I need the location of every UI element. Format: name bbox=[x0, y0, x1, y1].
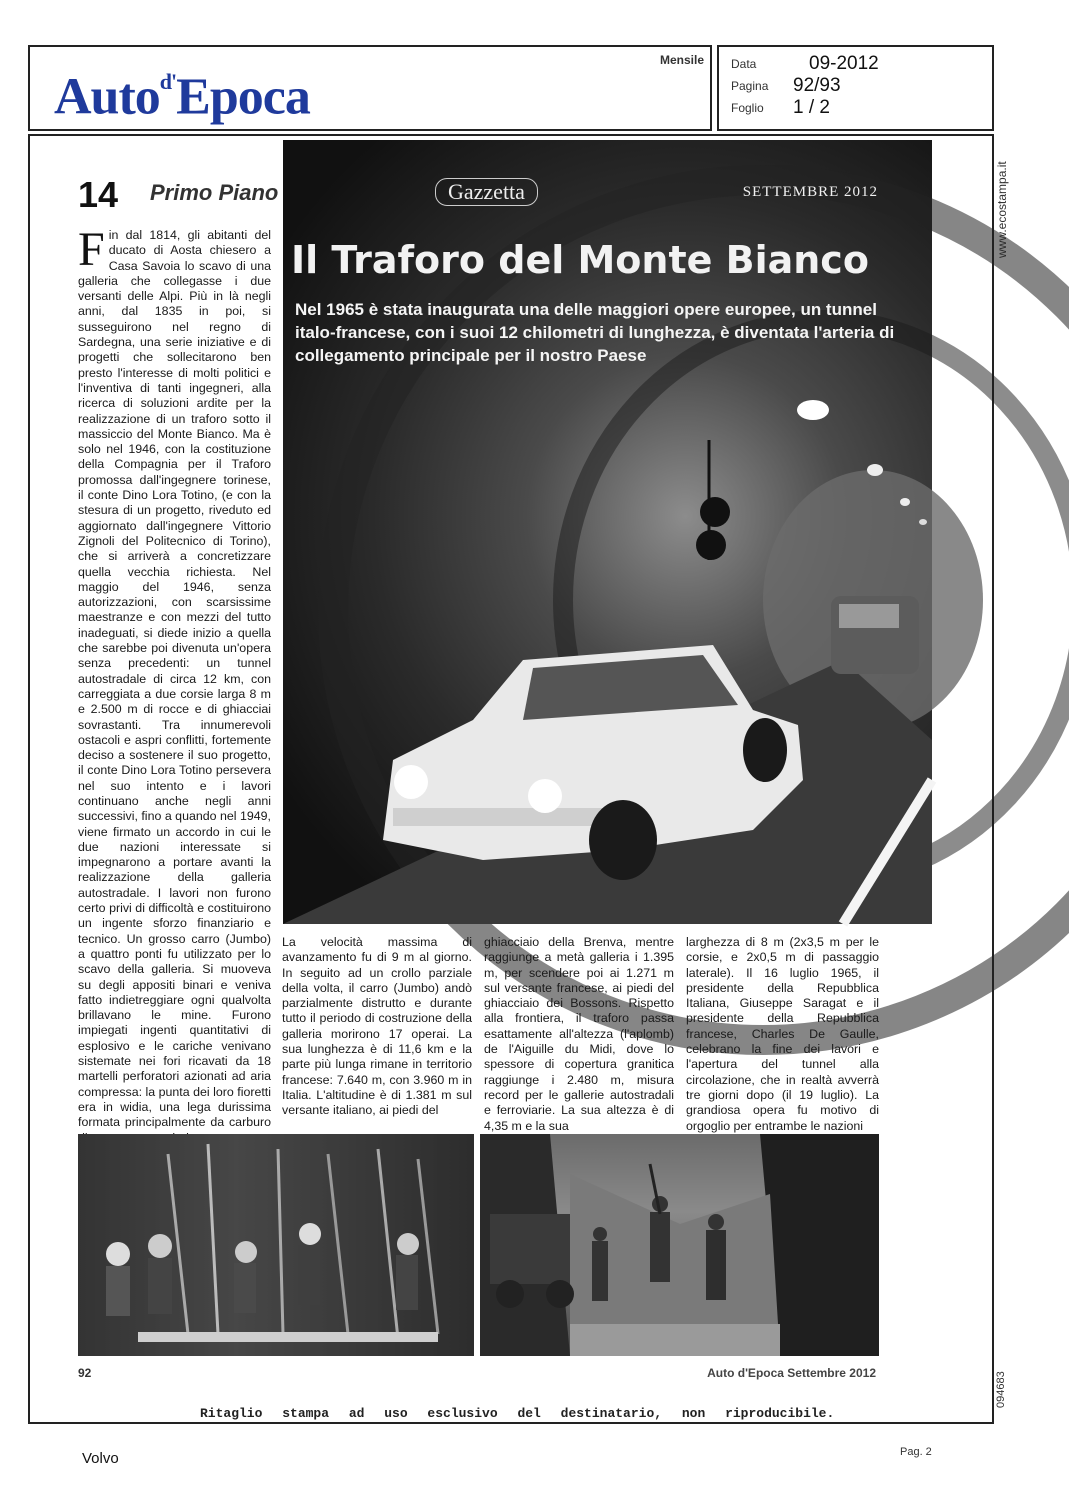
meta-row-page bbox=[731, 75, 981, 97]
meta-label: Foglio bbox=[731, 101, 764, 115]
text-column-3: ghiacciaio della Brenva, mentre raggiunge a metà galleria i 1.395 m, per scendere poi ai 1.271 m sul versante francese, ai piedi del ghiacciaio dei Bossons. Rispetto alla frontiera, il traforo passa esattamente all'altezza (l'aplomb) de l'Aiguille du Midi, dove lo spessore di copertura granitica raggiunge i 2.480 m, misura record per le gallerie autostradali e ferroviarie. La sua altezza è di 4,35 m e la sua bbox=[484, 935, 674, 1133]
article-subtitle: Nel 1965 è stata inaugurata una delle maggiori opere europee, un tunnel italo-francese, con i suoi 12 chilometri di lunghezza, è diventata l'arteria di collegamento principale per il nostro Paese bbox=[295, 300, 895, 365]
supplement-label: Gazzetta bbox=[435, 178, 538, 206]
text-column-1 bbox=[78, 223, 271, 1132]
logo-sup: d' bbox=[159, 69, 177, 94]
text-column-4: larghezza di 8 m (2x3,5 m per le corsie, e 2x0,5 m di passaggio laterale). Il 16 luglio 1965, il presidente della Repubblica Italiana, Giuseppe Saragat e il presidente della Repubblica francese, Charles De Gaulle, celebrano la fine dei lavori e l'apertura del tunnel alla circolazione, che in realtà avverrà tre giorni dopo (il 19 luglio). La grandiosa opera fu motivo di orgoglio per entrambe le nazioni bbox=[686, 935, 879, 1133]
section-label: Primo Piano bbox=[150, 180, 279, 205]
meta-label: Data bbox=[731, 57, 757, 71]
magazine-page-number: 14 bbox=[78, 174, 119, 215]
clipping-disclaimer: Ritaglio stampa ad uso esclusivo del destinatario, non riproducibile. bbox=[200, 1406, 835, 1421]
meta-value: 1 / 2 bbox=[793, 97, 830, 118]
text-column-2: La velocità massima di avanzamento fu di 9 m al giorno. In seguito ad un crollo parziale della volta, il carro (Jumbo) andò parzialmente distrutto e durante tutto il periodo di costruzione della galleria morirono 17 operai. La sua lunghezza è di 11,6 km e la parte più lunga rimane in territorio francese: 7.640 m, con 3.960 m in Italia. L'altitudine è di 1.381 m sul versante italiano, ai piedi del bbox=[282, 935, 472, 1118]
side-url: www.ecostampa.it bbox=[995, 161, 1009, 258]
pdf-page-number: Pag. 2 bbox=[900, 1446, 932, 1458]
footer-page-number: 92 bbox=[78, 1366, 92, 1380]
footer-magazine: Auto d'Epoca Settembre 2012 bbox=[707, 1366, 876, 1380]
article-title: Il Traforo del Monte Bianco bbox=[291, 238, 869, 282]
meta-row-date bbox=[731, 53, 981, 75]
meta-value: 92/93 bbox=[793, 75, 841, 96]
logo-rest: Epoca bbox=[176, 68, 310, 126]
dropcap: F bbox=[78, 223, 105, 276]
side-code: 094683 bbox=[995, 1371, 1007, 1408]
photo-workers-outdoor bbox=[480, 1134, 879, 1356]
meta-box bbox=[717, 45, 994, 131]
photo-drilling-workers bbox=[78, 1134, 474, 1356]
meta-value: 09-2012 bbox=[809, 53, 879, 74]
issue-date: SETTEMBRE 2012 bbox=[742, 184, 878, 200]
meta-row-sheet bbox=[731, 97, 981, 119]
masthead-box bbox=[28, 45, 712, 131]
client-name: Volvo bbox=[82, 1450, 119, 1467]
article-clipping bbox=[28, 134, 994, 1424]
outdoor-work-illustration bbox=[480, 1134, 879, 1356]
masthead-logo bbox=[54, 55, 310, 130]
frequency-label: Mensile bbox=[659, 53, 704, 67]
drilling-illustration bbox=[78, 1134, 474, 1356]
meta-label: Pagina bbox=[731, 79, 769, 93]
logo-main: Auto bbox=[54, 68, 160, 126]
column-1-body: in dal 1814, gli abitanti del ducato di Aosta chiesero a Casa Savoia lo scavo di una galleria che collegasse i due versanti delle Alpi. Più in là negli anni, dal 1835 in poi, si susseguirono nel regno di Sardegna, una serie iniziative e di progetti che sollecitarono ben presto l'interesse di molti politici e l'inventiva di tanti ingegneri, alla ricerca di soluzioni ardite per la realizzazione di un traforo sotto il massiccio del Monte Bianco. Ma è solo nel 1946, con la costituzione della Compagnia per il Traforo promossa dall'ingegnere torinese, il conte Dino Lora Totino, (e con la stesura di un progetto, riveduto ed aggiornato dall'ingegnere Vittorio Zignoli del Politecnico di Torino), che si arriverà a concretizzare quella vecchia richiesta. Nel maggio del 1946, senza autorizzazioni, con scarsissime maestranze e con mezzi del tutto inadeguati, si diede inizio a quella che sarebbe poi divenuta un'opera senza precedenti: un tunnel autostradale di circa 12 km, con carreggiata a due corsie larga 8 m e 2.500 m di rocce e di ghiacciai sovrastanti. Tra innumerevoli ostacoli e aspri conflitti, fortemente deciso a sostenere il suo progetto, il conte Dino Lora Totino persevera nel suo intento e i lavori continuano anche negli anni successivi, fino a quando nel 1949, viene firmato un accordo in cui le due nazioni interessate si impegnarono a portare avanti la realizzazione della galleria autostradale. I lavori non furono certo privi di difficoltà e costituirono un ingente sforzo finanziario e tecnico. Un grosso carro (Jumbo) a quattro ponti fu utilizzato per lo scavo della galleria. Si muoveva su degli appositi binari e veniva fatto indietreggiare ogni qualvolta brillavano le mine. Furono impiegati ingenti quantitativi di esplosivo e le cariche venivano sistemate nei fori ricavati da 18 martelli perforatori azionati ad aria compressa: la punta dei loro fioretti era in widia, una lega durissima formata principalmente da carburo bbox=[78, 228, 271, 1130]
hero-photo-tunnel bbox=[283, 140, 932, 924]
